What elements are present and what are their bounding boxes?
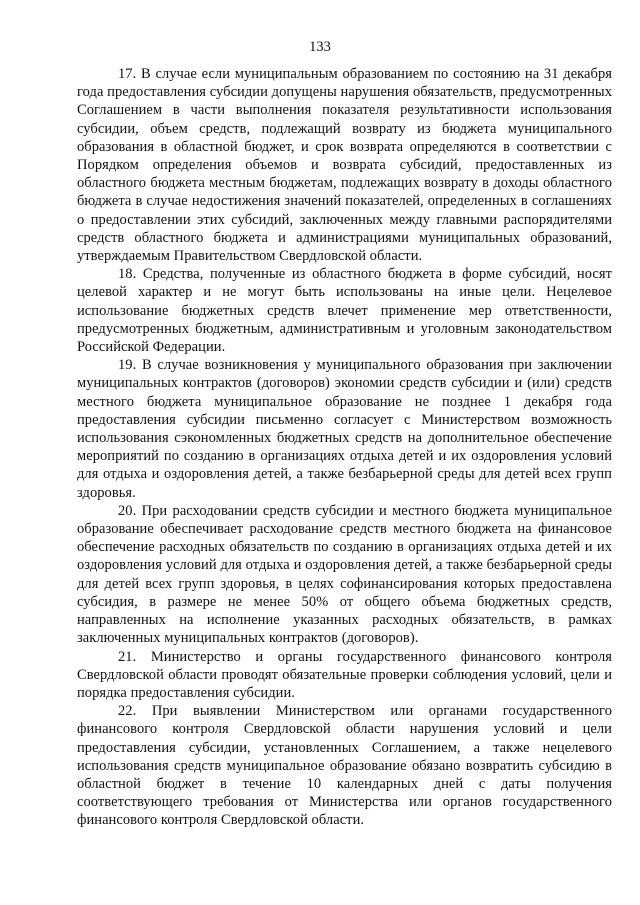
document-body — [77, 65, 612, 830]
paragraph-20: 20. При расходовании средств субсидии и местного бюджета муниципальное образование обеспечивает расходование средств местного бюджета на финансовое обеспечение расходных обязательств по созданию в организациях отдыха детей и их оздоровления условий для отдыха и оздоровления детей, а также безбарьерной среды для детей всех групп здоровья, в целях софинансирования которых предоставлена субсидия, в размере не менее 50% от общего объема бюджетных средств, направленных на исполнение указанных расходных обязательств, в рамках заключенных муниципальных контрактов (договоров). — [77, 502, 612, 647]
paragraph-17: 17. В случае если муниципальным образованием по состоянию на 31 декабря года предоставления субсидии допущены нарушения обязательств, предусмотренных Соглашением в части выполнения показателя результативности использования субсидии, объем средств, подлежащий возврату из бюджета муниципального образования в областной бюджет, и срок возврата определяются в соответствии с Порядком определения объемов и возврата субсидий, предоставленных из областного бюджета местным бюджетам, подлежащих возврату в доходы областного бюджета в случае недостижения значений показателей, определенных в соглашениях о предоставлении этих субсидий, заключенных между главными распорядителями средств областного бюджета и администрациями муниципальных образований, утверждаемым Правительством Свердловской области. — [77, 66, 612, 265]
paragraph-18: 18. Средства, полученные из областного бюджета в форме субсидий, носят целевой характер и не могут быть использованы на иные цели. Нецелевое использование бюджетных средств влечет применение мер ответственности, предусмотренных бюджетным, административным и уголовным законодательством Российской Федерации. — [77, 266, 612, 356]
paragraph-21: 21. Министерство и органы государственного финансового контроля Свердловской области проводят обязательные проверки соблюдения условий, цели и порядка предоставления субсидии. — [77, 648, 612, 701]
paragraph-22: 22. При выявлении Министерством или органами государственного финансового контроля Свердловской области нарушения условий и цели предоставления субсидии, установленных Соглашением, а также нецелевого использования средств муниципальное образование обязано возвратить субсидию в областной бюджет в течение 10 календарных дней с даты получения соответствующего требования от Министерства или органов государственного финансового контроля Свердловской области. — [77, 703, 612, 829]
paragraph-19: 19. В случае возникновения у муниципального образования при заключении муниципальных контрактов (договоров) экономии средств субсидии и (или) средств местного бюджета муниципальное образование не позднее 1 декабря года предоставления субсидии письменно согласует с Министерством возможность использования сэкономленных бюджетных средств на дополнительное обеспечение мероприятий по созданию в организациях отдыха детей и их оздоровления условий для отдыха и оздоровления детей, а также безбарьерной среды для детей всех групп здоровья. — [77, 357, 612, 501]
page-number: 133 — [309, 39, 331, 55]
